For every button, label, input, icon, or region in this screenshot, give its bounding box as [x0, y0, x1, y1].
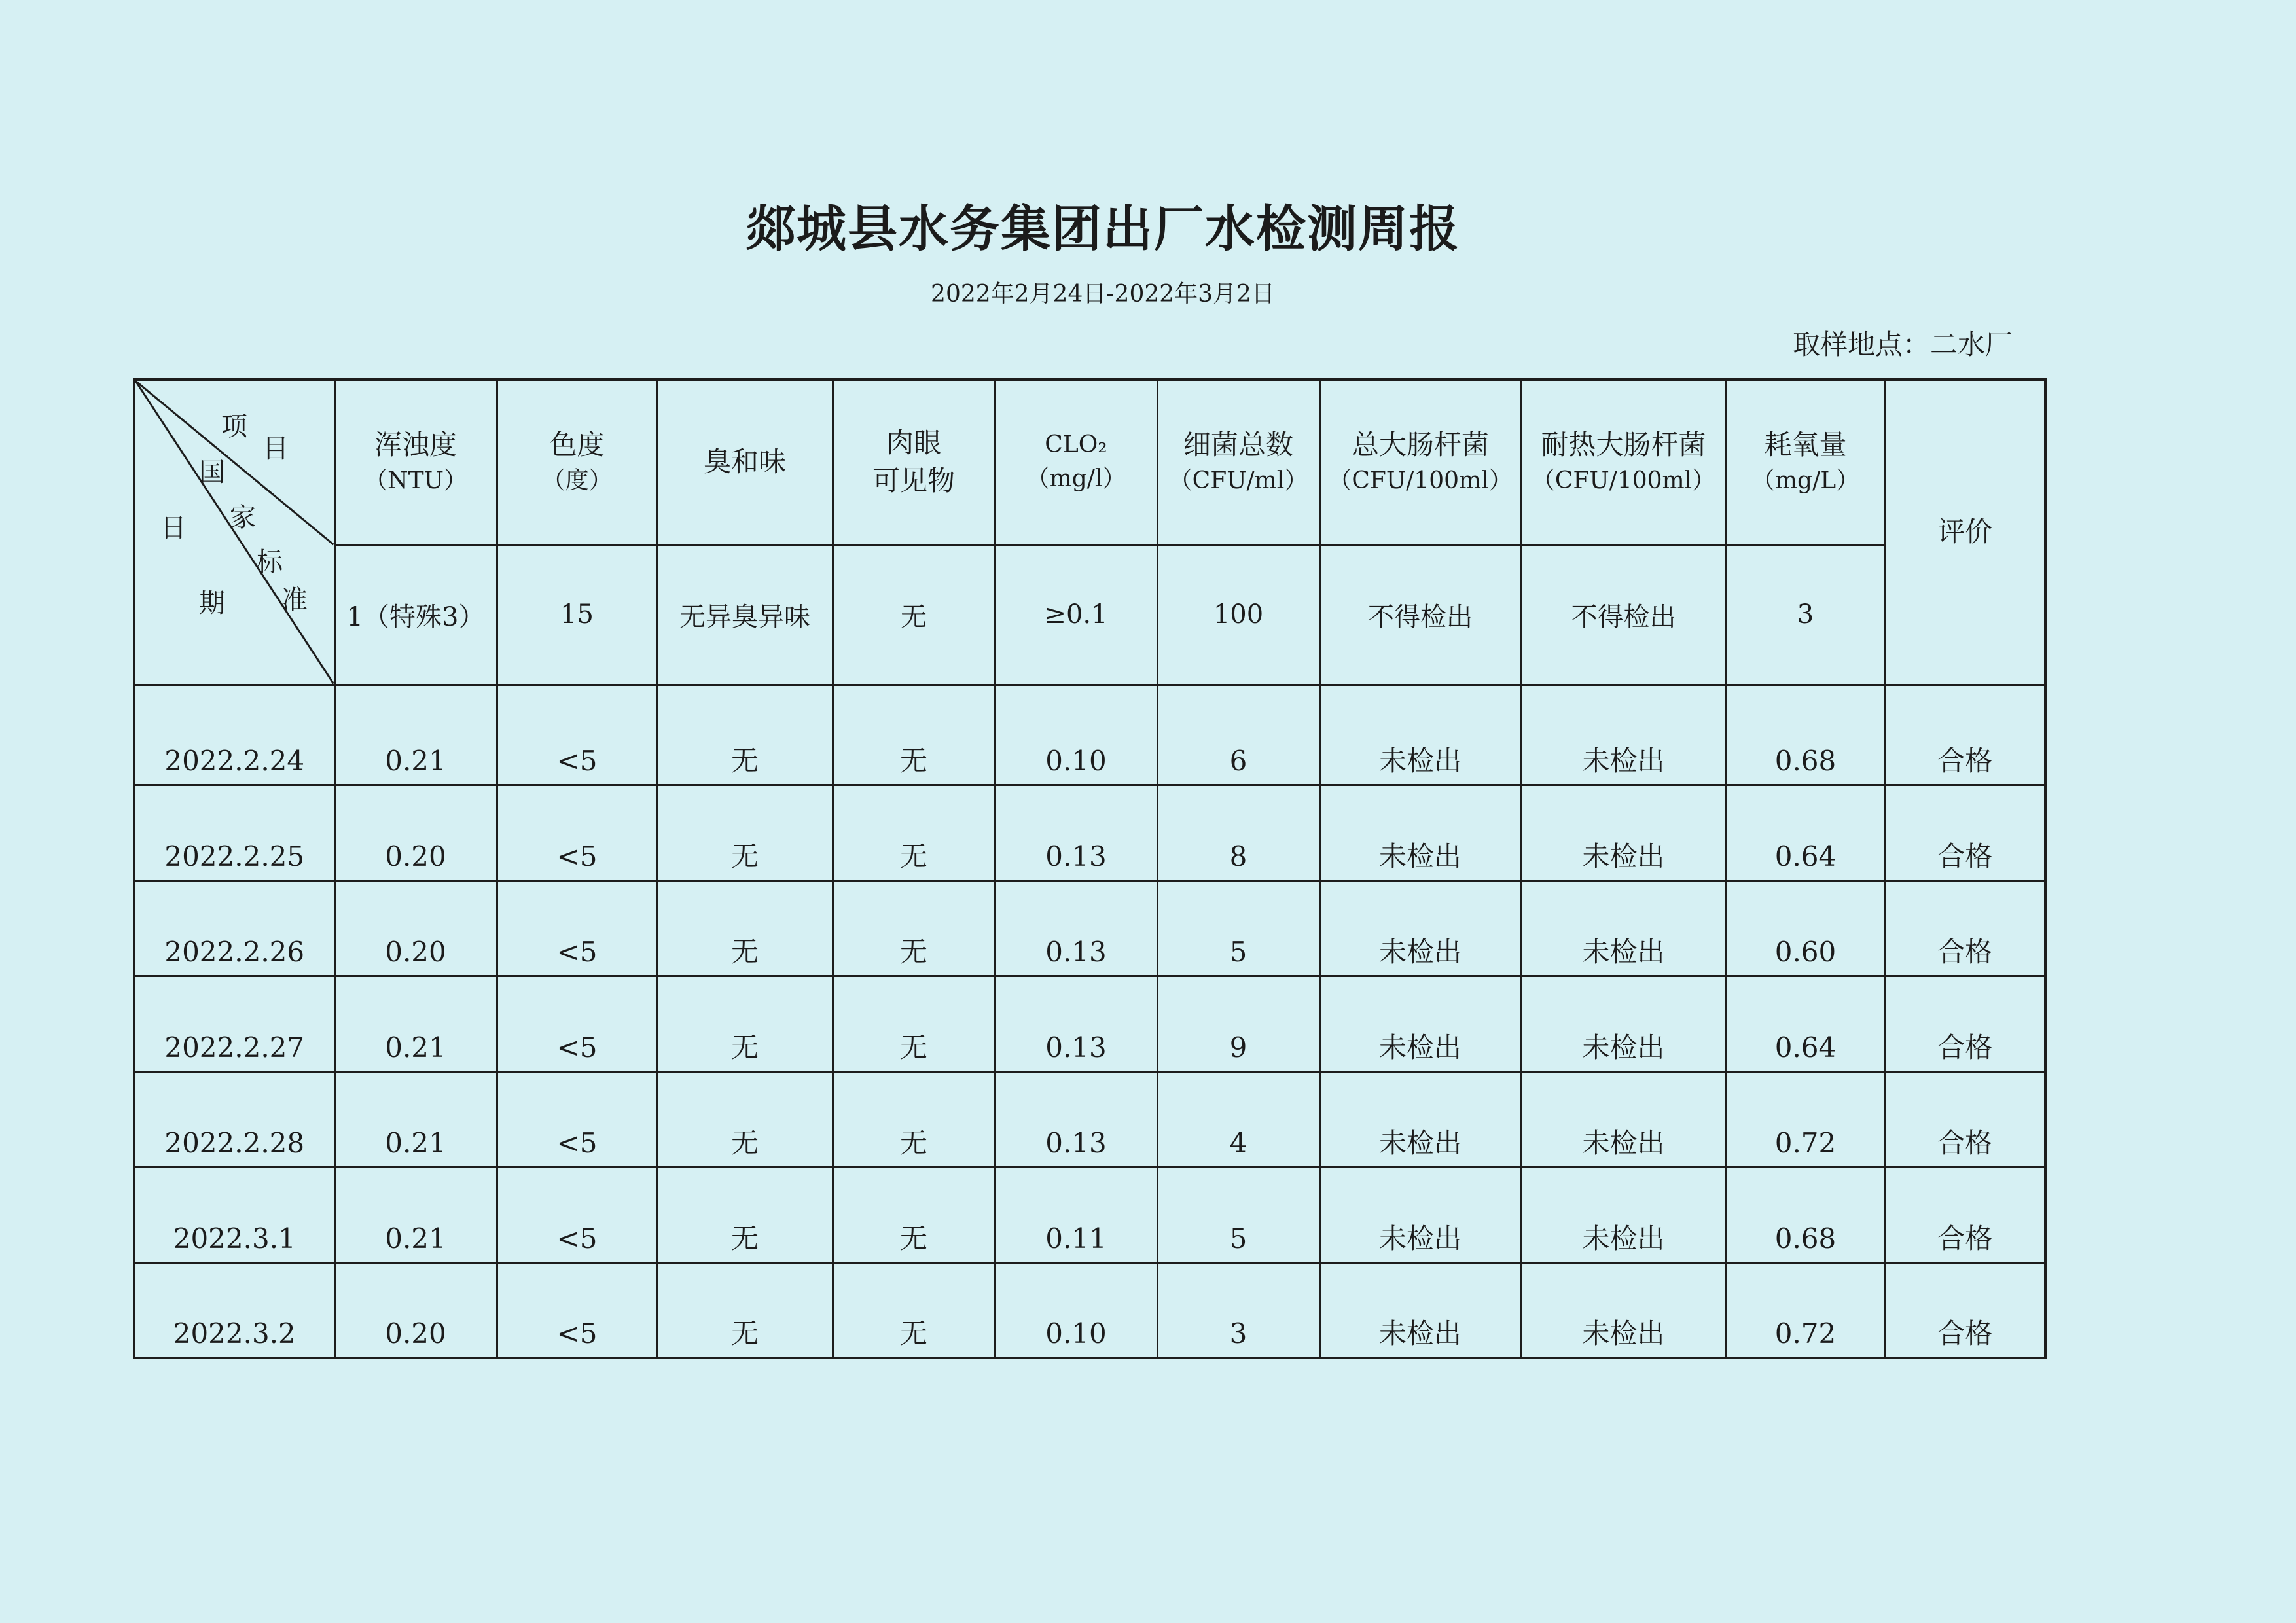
header-unit: （度） [541, 467, 613, 495]
chromaticity-cell: <5 [497, 1071, 657, 1167]
total-coliform-cell: 未检出 [1319, 785, 1521, 880]
total-coliform-cell: 未检出 [1319, 1262, 1521, 1358]
thermotolerant-coliform-cell: 未检出 [1521, 976, 1726, 1071]
header-row [134, 380, 2045, 544]
chromaticity-cell: <5 [497, 976, 657, 1071]
header-label: 色度 [549, 429, 605, 461]
visible-matter-cell: 无 [833, 685, 995, 785]
standard-odor-taste: 无异臭异味 [657, 544, 833, 685]
header-evaluation [1885, 380, 2045, 685]
turbidity-cell: 0.21 [334, 1167, 497, 1262]
header-odor-taste [657, 380, 833, 544]
chromaticity-cell: <5 [497, 1167, 657, 1262]
standard-chromaticity: 15 [497, 544, 657, 685]
table-row [134, 1071, 2045, 1167]
chlorine-dioxide-cell: 0.13 [995, 1071, 1157, 1167]
report-title: 郯城县水务集团出厂水检测周报 [745, 200, 1460, 258]
visible-matter-cell: 无 [833, 1262, 995, 1358]
header-label: 臭和味 [703, 446, 786, 478]
turbidity-cell: 0.20 [334, 1262, 497, 1358]
header-unit: （mg/l） [1026, 465, 1126, 493]
header-unit: （CFU/ml） [1168, 467, 1308, 495]
diagonal-standard-char: 标 [257, 547, 283, 577]
header-chlorine-dioxide [995, 380, 1157, 544]
total-bacteria-cell: 5 [1157, 1167, 1319, 1262]
date-cell: 2022.2.28 [134, 1071, 334, 1167]
header-label: 肉眼 [886, 427, 941, 459]
visible-matter-cell: 无 [833, 1071, 995, 1167]
table-row [134, 880, 2045, 976]
table-row [134, 785, 2045, 880]
header-unit: （CFU/100ml） [1328, 467, 1513, 495]
diagonal-item-char: 目 [262, 434, 289, 464]
diagonal-standard-char: 国 [199, 457, 225, 488]
date-cell: 2022.2.24 [134, 685, 334, 785]
diagonal-header-cell [134, 380, 334, 685]
standard-total-bacteria: 100 [1157, 544, 1319, 685]
diagonal-standard-char: 准 [281, 585, 308, 615]
turbidity-cell: 0.21 [334, 976, 497, 1071]
header-thermotolerant-coliform [1521, 380, 1726, 544]
date-cell: 2022.3.2 [134, 1262, 334, 1358]
header-chromaticity [497, 380, 657, 544]
total-coliform-cell: 未检出 [1319, 1167, 1521, 1262]
odor-taste-cell: 无 [657, 1071, 833, 1167]
standard-visible-matter: 无 [833, 544, 995, 685]
standard-thermotolerant-coliform: 不得检出 [1521, 544, 1726, 685]
chromaticity-cell: <5 [497, 685, 657, 785]
table-row [134, 976, 2045, 1071]
header-unit: （NTU） [364, 467, 467, 495]
header-label: 细菌总数 [1183, 429, 1293, 461]
oxygen-consumption-cell: 0.72 [1726, 1071, 1885, 1167]
turbidity-cell: 0.21 [334, 685, 497, 785]
chromaticity-cell: <5 [497, 785, 657, 880]
evaluation-cell: 合格 [1885, 685, 2045, 785]
odor-taste-cell: 无 [657, 1262, 833, 1358]
visible-matter-cell: 无 [833, 880, 995, 976]
diagonal-standard-char: 家 [230, 503, 256, 533]
odor-taste-cell: 无 [657, 976, 833, 1071]
chlorine-dioxide-cell: 0.13 [995, 880, 1157, 976]
header-turbidity [334, 380, 497, 544]
report-period: 2022年2月24日-2022年3月2日 [931, 281, 1275, 308]
header-label: 总大肠杆菌 [1351, 429, 1489, 461]
total-bacteria-cell: 9 [1157, 976, 1319, 1071]
header-label: CLO₂ [1045, 431, 1107, 459]
standard-row [134, 544, 2045, 685]
chlorine-dioxide-cell: 0.10 [995, 1262, 1157, 1358]
total-bacteria-cell: 6 [1157, 685, 1319, 785]
header-unit: （mg/L） [1751, 467, 1860, 495]
date-cell: 2022.2.25 [134, 785, 334, 880]
diagonal-date-char: 期 [199, 588, 225, 618]
header-oxygen-consumption [1726, 380, 1885, 544]
total-coliform-cell: 未检出 [1319, 880, 1521, 976]
visible-matter-cell: 无 [833, 1167, 995, 1262]
chlorine-dioxide-cell: 0.10 [995, 685, 1157, 785]
header-total-coliform [1319, 380, 1521, 544]
header-label: 可见物 [872, 465, 955, 497]
oxygen-consumption-cell: 0.68 [1726, 685, 1885, 785]
header-unit: （CFU/100ml） [1531, 467, 1716, 495]
evaluation-cell: 合格 [1885, 976, 2045, 1071]
odor-taste-cell: 无 [657, 785, 833, 880]
standard-oxygen-consumption: 3 [1726, 544, 1885, 685]
header-label: 耐热大肠杆菌 [1541, 429, 1706, 461]
odor-taste-cell: 无 [657, 880, 833, 976]
sampling-site: 取样地点：二水厂 [1792, 329, 2013, 361]
diagonal-date-char: 日 [160, 513, 187, 543]
turbidity-cell: 0.20 [334, 785, 497, 880]
table-row [134, 685, 2045, 785]
oxygen-consumption-cell: 0.64 [1726, 976, 1885, 1071]
thermotolerant-coliform-cell: 未检出 [1521, 685, 1726, 785]
header-total-bacteria [1157, 380, 1319, 544]
total-bacteria-cell: 5 [1157, 880, 1319, 976]
table-row [134, 1167, 2045, 1262]
thermotolerant-coliform-cell: 未检出 [1521, 1167, 1726, 1262]
date-cell: 2022.2.27 [134, 976, 334, 1071]
standard-chlorine-dioxide: ≥0.1 [995, 544, 1157, 685]
total-bacteria-cell: 3 [1157, 1262, 1319, 1358]
thermotolerant-coliform-cell: 未检出 [1521, 785, 1726, 880]
header-label: 评价 [1937, 516, 1993, 548]
total-coliform-cell: 未检出 [1319, 976, 1521, 1071]
visible-matter-cell: 无 [833, 785, 995, 880]
oxygen-consumption-cell: 0.72 [1726, 1262, 1885, 1358]
total-coliform-cell: 未检出 [1319, 1071, 1521, 1167]
odor-taste-cell: 无 [657, 1167, 833, 1262]
total-bacteria-cell: 4 [1157, 1071, 1319, 1167]
diagonal-header [135, 381, 334, 684]
oxygen-consumption-cell: 0.60 [1726, 880, 1885, 976]
evaluation-cell: 合格 [1885, 785, 2045, 880]
date-cell: 2022.3.1 [134, 1167, 334, 1262]
chromaticity-cell: <5 [497, 880, 657, 976]
odor-taste-cell: 无 [657, 685, 833, 785]
standard-turbidity: 1（特殊3） [334, 544, 497, 685]
header-label: 浑浊度 [374, 429, 457, 461]
chromaticity-cell: <5 [497, 1262, 657, 1358]
evaluation-cell: 合格 [1885, 880, 2045, 976]
thermotolerant-coliform-cell: 未检出 [1521, 1262, 1726, 1358]
total-bacteria-cell: 8 [1157, 785, 1319, 880]
total-coliform-cell: 未检出 [1319, 685, 1521, 785]
oxygen-consumption-cell: 0.68 [1726, 1167, 1885, 1262]
header-visible-matter [833, 380, 995, 544]
thermotolerant-coliform-cell: 未检出 [1521, 880, 1726, 976]
water-quality-table [133, 378, 2047, 1359]
thermotolerant-coliform-cell: 未检出 [1521, 1071, 1726, 1167]
evaluation-cell: 合格 [1885, 1167, 2045, 1262]
evaluation-cell: 合格 [1885, 1071, 2045, 1167]
table-row [134, 1262, 2045, 1358]
date-cell: 2022.2.26 [134, 880, 334, 976]
evaluation-cell: 合格 [1885, 1262, 2045, 1358]
chlorine-dioxide-cell: 0.13 [995, 785, 1157, 880]
chlorine-dioxide-cell: 0.13 [995, 976, 1157, 1071]
turbidity-cell: 0.20 [334, 880, 497, 976]
oxygen-consumption-cell: 0.64 [1726, 785, 1885, 880]
chlorine-dioxide-cell: 0.11 [995, 1167, 1157, 1262]
standard-total-coliform: 不得检出 [1319, 544, 1521, 685]
visible-matter-cell: 无 [833, 976, 995, 1071]
turbidity-cell: 0.21 [334, 1071, 497, 1167]
table-body [134, 685, 2045, 1358]
header-label: 耗氧量 [1764, 429, 1847, 461]
diagonal-item-char: 项 [221, 412, 247, 442]
